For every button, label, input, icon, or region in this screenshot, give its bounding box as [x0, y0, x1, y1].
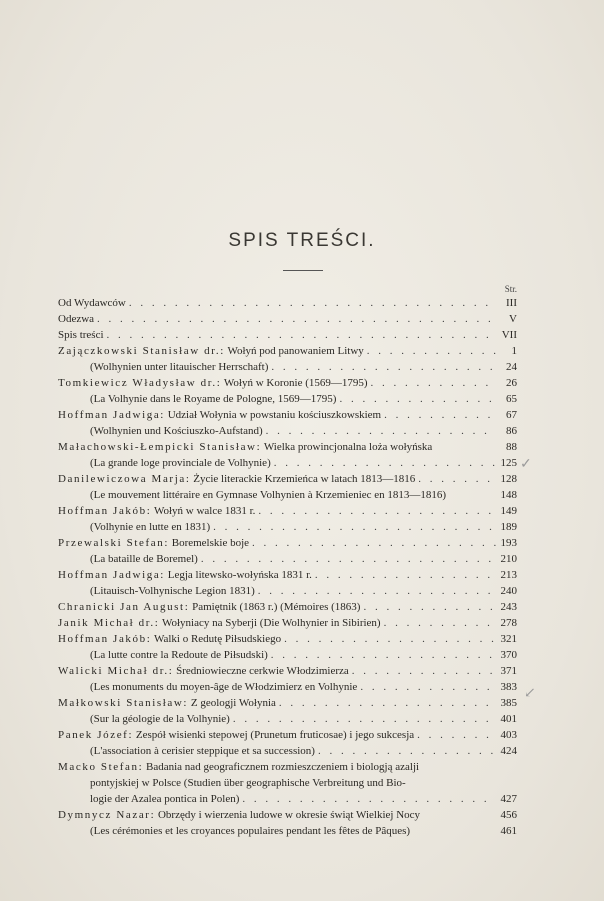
toc-page-number: 424	[500, 745, 517, 757]
toc-entry-author: Macko Stefan:	[58, 761, 144, 773]
toc-entry-author: Hoffman Jadwiga:	[58, 409, 165, 421]
toc-page-number: 128	[500, 473, 517, 485]
dot-leader	[201, 551, 496, 567]
toc-entry	[58, 343, 517, 359]
toc-page-number: 371	[500, 665, 517, 677]
toc-entry	[58, 311, 517, 327]
dot-leader	[252, 535, 496, 551]
toc-entry-author: Panek Józef:	[58, 729, 134, 741]
toc-entry-text	[58, 343, 364, 359]
toc-page-number: 26	[506, 377, 517, 389]
toc-entry-title: Walki o Redutę Piłsudskiego	[151, 633, 282, 645]
toc-entry-text	[58, 295, 126, 311]
toc-page-number: 461	[500, 825, 517, 837]
dot-leader	[258, 583, 496, 599]
toc-entry-title: pontyjskiej w Polsce (Studien über geographische Verbreitung und Bio-	[90, 777, 406, 789]
toc-entry-author: Hoffman Jakób:	[58, 505, 152, 517]
pencil-tick-mark: ✓	[520, 457, 532, 472]
dot-leader	[315, 567, 496, 583]
toc-entry-title: Wołyniacy na Syberji (Die Wolhynier in Sibirien)	[159, 617, 381, 629]
toc-entry-author: Danilewiczowa Marja:	[58, 473, 191, 485]
toc-entry-title: Wołyń w walce 1831 r.	[151, 505, 256, 517]
dot-leader	[360, 679, 496, 695]
toc-entry-title: (Wolhynien und Kościuszko-Aufstand)	[90, 425, 263, 437]
toc-entry-title: (La lutte contre la Redoute de Piłsudski)	[90, 649, 268, 661]
pencil-arrow-mark: ↙	[524, 686, 536, 701]
toc-entry-text	[58, 647, 268, 663]
toc-page-number: 243	[500, 601, 517, 613]
dot-leader	[352, 663, 496, 679]
toc-entry	[58, 391, 517, 407]
toc-entry	[58, 455, 517, 471]
toc-entry	[58, 695, 517, 711]
toc-entry-author: Przewalski Stefan:	[58, 537, 169, 549]
toc-page-number: 213	[500, 569, 517, 581]
toc-entry	[58, 663, 517, 679]
toc-entry-title: Pamiętnik (1863 r.) (Mémoires (1863)	[189, 601, 361, 613]
toc-entry-title: Zespół wisienki stepowej (Prunetum fruticosae) i jego sukcesja	[133, 729, 415, 741]
page-column-label: Str.	[504, 284, 517, 294]
toc-page-number: 125	[500, 457, 517, 469]
toc-page-number: 148	[500, 489, 517, 501]
toc-entry-title: Spis treści	[58, 329, 104, 341]
toc-entry-title: (La Volhynie dans le Royame de Pologne, 1569—1795)	[90, 393, 337, 405]
toc-entry-title: Obrzędy i wierzenia ludowe w okresie świąt Wielkiej Nocy	[155, 809, 421, 821]
dot-leader	[129, 295, 496, 311]
toc-page-number: III	[506, 297, 517, 309]
toc-entry-text	[58, 455, 271, 471]
toc-entry	[58, 759, 517, 775]
toc-entry-title: (Sur la géologie de la Volhynie)	[90, 713, 230, 725]
toc-entry-title: Badania nad geograficznem rozmieszczeniem i biologją azalji	[143, 761, 420, 773]
dot-leader	[318, 743, 496, 759]
toc-entry	[58, 375, 517, 391]
dot-leader	[266, 423, 496, 439]
toc-entry-text	[58, 631, 281, 647]
toc-entry-text	[58, 567, 312, 583]
toc-entry	[58, 487, 517, 503]
page-title: SPIS TREŚCI.	[228, 230, 376, 251]
dot-leader	[258, 503, 496, 519]
toc-entry-title: Z geologji Wołynia	[188, 697, 276, 709]
toc-entry-text	[58, 615, 381, 631]
toc-entry-text	[58, 327, 104, 343]
dot-leader	[271, 647, 496, 663]
toc-entry-author: Tomkiewicz Władysław dr.:	[58, 377, 222, 389]
toc-entry	[58, 583, 517, 599]
toc-entry	[58, 359, 517, 375]
toc-entry-title: (Volhynie en lutte en 1831)	[90, 521, 211, 533]
toc-page-number: 65	[506, 393, 517, 405]
toc-page-number: 210	[500, 553, 517, 565]
toc-entry	[58, 743, 517, 759]
toc-entry-text	[58, 375, 368, 391]
toc-entry	[58, 679, 517, 695]
toc-entry-text	[58, 679, 357, 695]
dot-leader	[242, 791, 496, 807]
toc-entry-author: Małkowski Stanisław:	[58, 697, 189, 709]
toc-entry-author: Hoffman Jakób:	[58, 633, 152, 645]
toc-entry-text	[58, 423, 263, 439]
toc-entry-text	[58, 599, 360, 615]
toc-entry-text	[58, 535, 249, 551]
toc-page-number: 1	[511, 345, 517, 357]
dot-leader	[367, 343, 496, 359]
toc-entry-author: Zajączkowski Stanisław dr.:	[58, 345, 225, 357]
toc-entry	[58, 535, 517, 551]
toc-entry-title: (Les monuments du moyen-âge de Włodzimierz en Volhynie	[90, 681, 358, 693]
dot-leader	[279, 695, 496, 711]
toc-entry	[58, 615, 517, 631]
toc-page-number: 385	[500, 697, 517, 709]
title-rule	[283, 270, 323, 271]
toc-page-number: 321	[500, 633, 517, 645]
toc-entry-title: (Le mouvement littéraire en Gymnase Volhynien à Krzemieniec en 1813—1816)	[90, 489, 447, 501]
toc-page-number: 240	[500, 585, 517, 597]
dot-leader	[274, 455, 496, 471]
toc-page-number: 456	[500, 809, 517, 821]
dot-leader	[384, 615, 496, 631]
toc-entry	[58, 295, 517, 311]
toc-entry-title: (La bataille de Boremel)	[90, 553, 198, 565]
toc-entry	[58, 647, 517, 663]
toc-entry-text	[58, 487, 446, 503]
toc-entry	[58, 327, 517, 343]
toc-entry-author: Chranicki Jan August:	[58, 601, 190, 613]
toc-page-number: 427	[500, 793, 517, 805]
toc-page-number: 278	[500, 617, 517, 629]
toc-entry-text	[58, 583, 255, 599]
table-of-contents	[58, 295, 517, 839]
toc-entry-title: Wołyń w Koronie (1569—1795)	[221, 377, 368, 389]
dot-leader	[363, 599, 496, 615]
toc-entry-text	[58, 807, 420, 823]
toc-entry-title: Boremelskie boje	[168, 537, 250, 549]
toc-entry-text	[58, 823, 410, 839]
toc-entry-text	[58, 519, 210, 535]
toc-page-number: 370	[500, 649, 517, 661]
toc-entry-text	[58, 695, 276, 711]
toc-page-number: V	[509, 313, 517, 325]
toc-entry	[58, 631, 517, 647]
toc-entry	[58, 823, 517, 839]
toc-page-number: 189	[500, 521, 517, 533]
toc-entry	[58, 727, 517, 743]
toc-entry-title: (L'association à cerisier steppique et sa succession)	[90, 745, 315, 757]
toc-entry-author: Hoffman Jadwiga:	[58, 569, 165, 581]
toc-entry-author: Małachowski-Łempicki Stanisław:	[58, 441, 262, 453]
toc-entry	[58, 807, 517, 823]
toc-entry-title: Wielka prowincjonalna loża wołyńska	[261, 441, 433, 453]
toc-page-number: 67	[506, 409, 517, 421]
toc-entry	[58, 791, 517, 807]
dot-leader	[418, 471, 496, 487]
toc-entry-text	[58, 743, 315, 759]
toc-entry-text	[58, 359, 268, 375]
toc-entry-title: (Litauisch-Volhynische Legion 1831)	[90, 585, 255, 597]
toc-entry-title: (Wolhynien unter litauischer Herrschaft)	[90, 361, 269, 373]
toc-page-number: 401	[500, 713, 517, 725]
toc-entry-text	[58, 391, 336, 407]
toc-entry	[58, 471, 517, 487]
toc-entry-title: Życie literackie Krzemieńca w latach 1813—1816	[190, 473, 416, 485]
toc-entry-title: Legja litewsko-wołyńska 1831 r.	[164, 569, 312, 581]
toc-page-number: 193	[500, 537, 517, 549]
dot-leader	[107, 327, 496, 343]
toc-entry-text	[58, 439, 432, 455]
toc-entry	[58, 439, 517, 455]
toc-entry	[58, 551, 517, 567]
toc-entry-text	[58, 407, 381, 423]
toc-entry-text	[58, 727, 414, 743]
toc-entry-text	[58, 663, 349, 679]
toc-entry-text	[58, 791, 239, 807]
dot-leader	[384, 407, 496, 423]
toc-page-number: 403	[500, 729, 517, 741]
toc-entry-title: (Les cérémonies et les croyances populaires pendant les fêtes de Pâques)	[90, 825, 411, 837]
toc-entry-title: logie der Azalea pontica in Polen)	[90, 793, 240, 805]
toc-entry	[58, 775, 517, 791]
toc-entry	[58, 503, 517, 519]
toc-entry-text	[58, 311, 94, 327]
toc-entry	[58, 711, 517, 727]
toc-entry-author: Dymnycz Nazar:	[58, 809, 156, 821]
toc-entry-text	[58, 551, 198, 567]
toc-entry-text	[58, 711, 230, 727]
toc-entry-author: Janik Michał dr.:	[58, 617, 160, 629]
toc-entry	[58, 599, 517, 615]
dot-leader	[97, 311, 496, 327]
dot-leader	[271, 359, 496, 375]
dot-leader	[233, 711, 496, 727]
toc-entry-title: Udział Wołynia w powstaniu kościuszkowskiem	[164, 409, 382, 421]
toc-entry-title: Od Wydawców	[58, 297, 126, 309]
toc-entry-text	[58, 775, 406, 791]
dot-leader	[339, 391, 496, 407]
toc-page-number: 383	[500, 681, 517, 693]
toc-entry	[58, 519, 517, 535]
toc-entry-title: (La grande loge provinciale de Volhynie)	[90, 457, 271, 469]
toc-entry-author: Walicki Michał dr.:	[58, 665, 174, 677]
toc-entry-title: Średniowieczne cerkwie Włodzimierza	[173, 665, 349, 677]
toc-entry-text	[58, 759, 419, 775]
dot-leader	[284, 631, 496, 647]
dot-leader	[213, 519, 496, 535]
dot-leader	[371, 375, 496, 391]
toc-page-number: 24	[506, 361, 517, 373]
toc-entry-text	[58, 471, 415, 487]
toc-page-number: 86	[506, 425, 517, 437]
toc-entry	[58, 407, 517, 423]
dot-leader	[417, 727, 496, 743]
toc-page-number: 149	[500, 505, 517, 517]
toc-entry-text	[58, 503, 255, 519]
toc-entry	[58, 423, 517, 439]
toc-entry-title: Odezwa	[58, 313, 95, 325]
toc-page-number: 88	[506, 441, 517, 453]
toc-entry	[58, 567, 517, 583]
toc-page-number: VII	[501, 329, 517, 341]
toc-entry-title: Wołyń pod panowaniem Litwy	[224, 345, 364, 357]
